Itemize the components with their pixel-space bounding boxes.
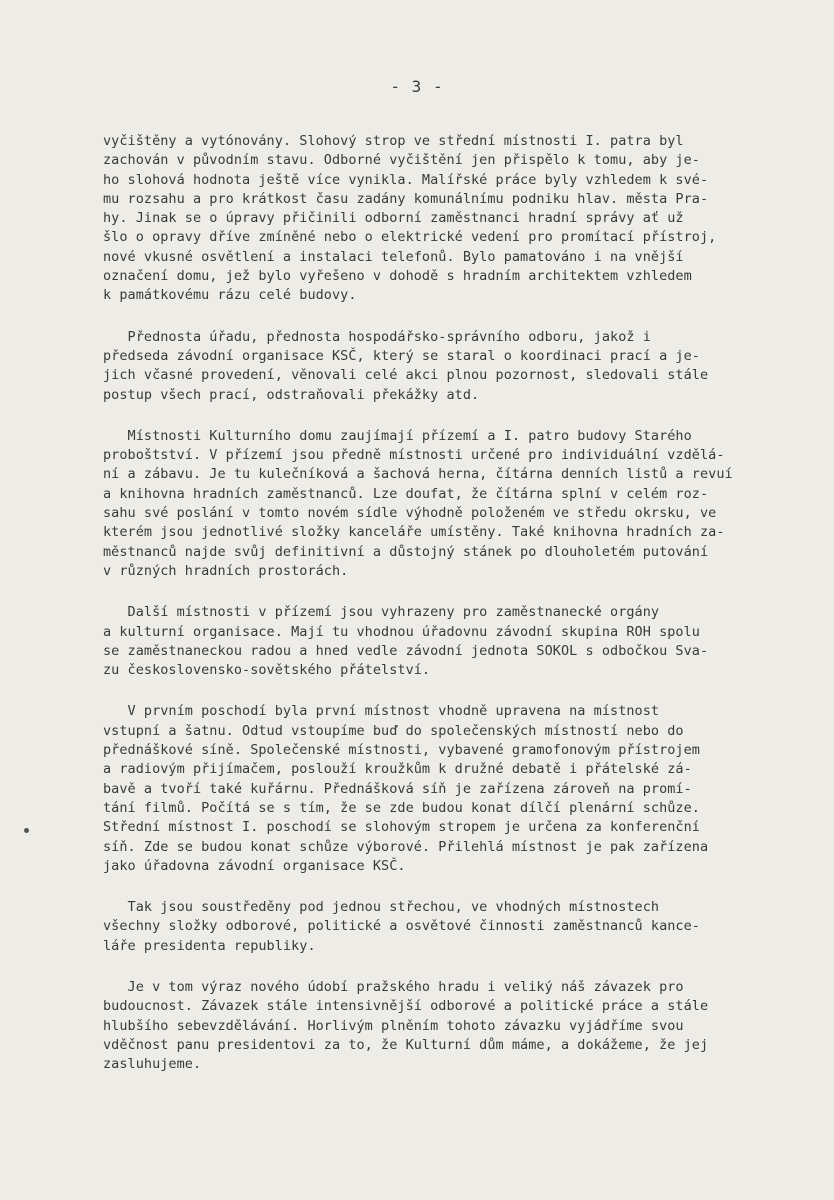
text-line: v různých hradních prostorách. <box>103 562 349 579</box>
document-body <box>103 132 783 1096</box>
text-line: a knihovna hradních zaměstnanců. Lze doufat, že čítárna splní v celém roz- <box>103 485 709 502</box>
paragraph-5 <box>103 702 783 876</box>
text-line: šlo o opravy dříve zmíněné nebo o elektrické vedení pro promítací přístroj, <box>103 229 717 246</box>
text-line: vyčištěny a vytónovány. Slohový strop ve střední místnosti I. patra byl <box>103 133 684 149</box>
text-line: jako úřadovna závodní organisace KSČ. <box>103 857 406 874</box>
text-line: a kulturní organisace. Mají tu vhodnou úřadovnu závodní skupina ROH spolu <box>103 623 700 640</box>
text-line: ní a zábavu. Je tu kulečníková a šachová herna, čítárna denních listů a revuí <box>103 466 733 483</box>
text-line: se zaměstnaneckou radou a hned vedle závodní jednota SOKOL s odbočkou Sva- <box>103 642 709 659</box>
text-line: Je v tom výraz nového údobí pražského hradu i veliký náš závazek pro <box>103 978 684 995</box>
text-line: zasluhujeme. <box>103 1056 202 1073</box>
text-line: všechny složky odborové, politické a osvětové činnosti zaměstnanců kance- <box>103 918 700 935</box>
text-line: Střední místnost I. poschodí se slohovým stropem je určena za konferenční <box>103 819 700 836</box>
paragraph-2 <box>103 328 783 405</box>
paragraph-3 <box>103 427 783 581</box>
text-line: síň. Zde se budou konat schůze výborové. Přilehlá místnost je pak zařízena <box>103 838 709 855</box>
text-line: hy. Jinak se o úpravy přičinili odborní zaměstnanci hradní správy ať už <box>103 210 684 227</box>
paragraph-7 <box>103 978 783 1074</box>
text-line: k památkovému rázu celé budovy. <box>103 287 357 304</box>
text-line: postup všech prací, odstraňovali překážky atd. <box>103 386 480 403</box>
text-line: Přednosta úřadu, přednosta hospodářsko-správního odboru, jakož i <box>103 328 651 345</box>
text-line: označení domu, jež bylo vyřešeno v dohodě s hradním architektem vzhledem <box>103 268 692 285</box>
text-line: Další místnosti v přízemí jsou vyhrazeny pro zaměstnanecké orgány <box>103 604 660 621</box>
text-line: láře presidenta republiky. <box>103 937 316 954</box>
text-line: proboštství. V přízemí jsou předně místnosti určené pro individuální vzdělá- <box>103 447 725 464</box>
text-line: jich včasné provedení, věnovali celé akci plnou pozornost, sledovali stále <box>103 367 709 384</box>
text-line: předseda závodní organisace KSČ, který se staral o koordinaci prací a je- <box>103 347 700 364</box>
text-line: sahu své poslání v tomto novém sídle výhodně položeném ve středu okrsku, ve <box>103 505 717 522</box>
text-line: hlubšího sebevzdělávání. Horlivým plněním tohoto závazku vyjádříme svou <box>103 1017 684 1034</box>
margin-dot-mark <box>24 828 29 833</box>
text-line: Místnosti Kulturního domu zaujímají přízemí a I. patro budovy Starého <box>103 427 692 444</box>
text-line: přednáškové síně. Společenské místnosti, vybavené gramofonovým přístrojem <box>103 742 700 759</box>
paragraph-4 <box>103 603 783 680</box>
paragraph-1 <box>103 132 783 306</box>
text-line: Tak jsou soustředěny pod jednou střechou, ve vhodných místnostech <box>103 899 660 916</box>
paragraph-6 <box>103 898 783 956</box>
text-line: budoucnost. Závazek stále intensivnější odborové a politické práce a stále <box>103 998 709 1015</box>
text-line: mu rozsahu a pro krátkost času zadány komunálnímu podniku hlav. města Pra- <box>103 190 709 207</box>
page-number: - 3 - <box>390 77 444 96</box>
text-line: ho slohová hodnota ještě více vynikla. Malířské práce byly vzhledem k své- <box>103 171 709 188</box>
text-line: V prvním poschodí byla první místnost vhodně upravena na místnost <box>103 703 660 720</box>
text-line: kterém jsou jednotlivé složky kanceláře umístěny. Také knihovna hradních za- <box>103 524 725 541</box>
text-line: tání filmů. Počítá se s tím, že se zde budou konat dílčí plenární schůze. <box>103 799 700 816</box>
text-line: městnanců najde svůj definitivní a důstojný stánek po dlouholetém putování <box>103 543 709 560</box>
text-line: nové vkusné osvětlení a instalaci telefonů. Bylo pamatováno i na vnější <box>103 248 684 265</box>
text-line: a radiovým přijímačem, poslouží kroužkům k družné debatě i přátelské zá- <box>103 761 692 778</box>
text-line: zachován v původním stavu. Odborné vyčištění jen přispělo k tomu, aby je- <box>103 152 700 169</box>
text-line: vstupní a šatnu. Odtud vstoupíme buď do společenských místností nebo do <box>103 722 684 739</box>
text-line: bavě a tvoří také kuřárnu. Přednášková síň je zařízena zároveň na promí- <box>103 780 692 797</box>
text-line: zu československo-sovětského přátelství. <box>103 662 431 679</box>
text-line: vděčnost panu presidentovi za to, že Kulturní dům máme, a dokážeme, že jej <box>103 1036 709 1053</box>
